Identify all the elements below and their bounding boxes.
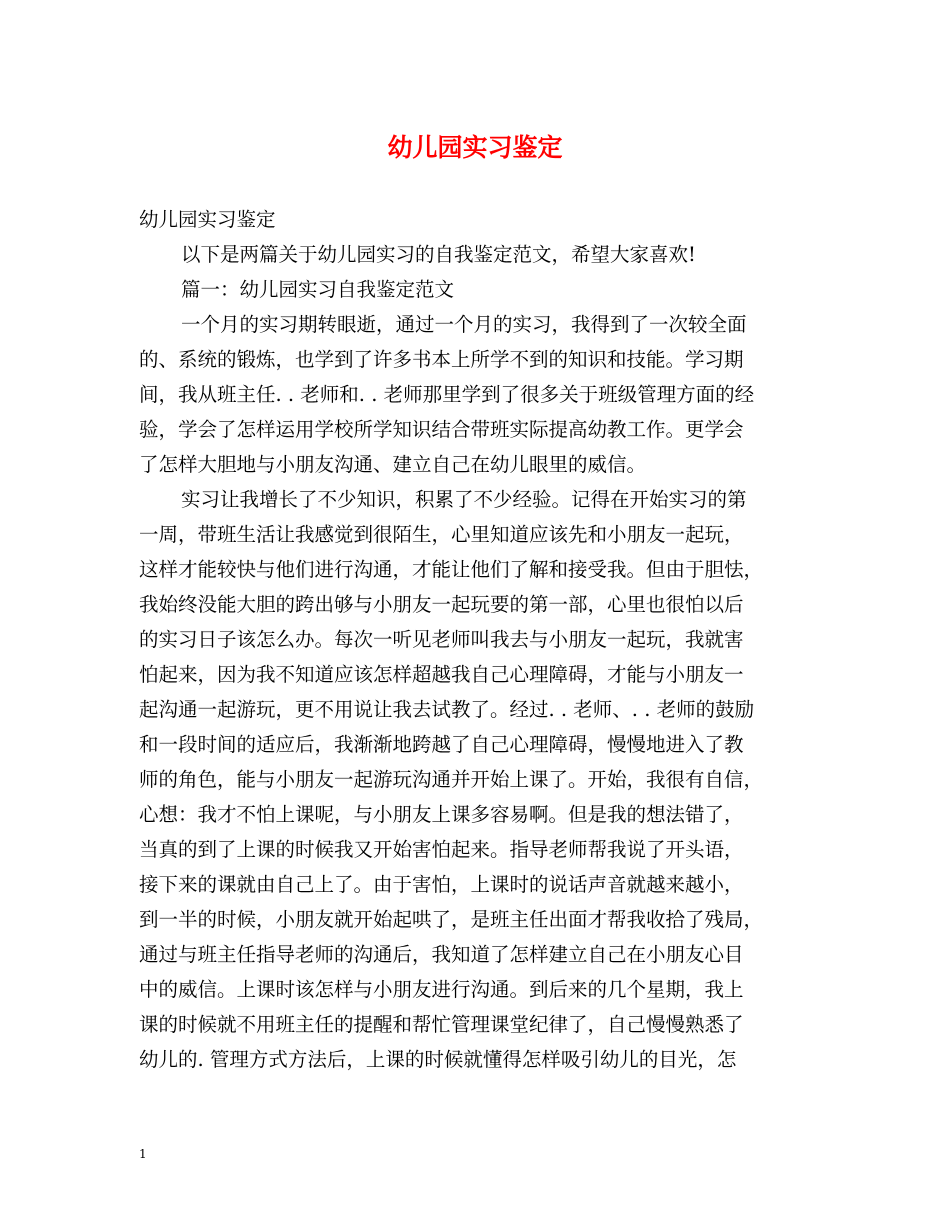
document-body (139, 202, 819, 1077)
body-line: 间，我从班主任. . 老师和. . 老师那里学到了很多关于班级管理方面的经 (139, 383, 755, 406)
body-line: 接下来的课就由自己上了。由于害怕，上课时的说话声音就越来越小， (139, 873, 744, 896)
body-line: 心想：我才不怕上课呢，与小朋友上课多容易啊。但是我的想法错了， (139, 803, 744, 826)
body-line: 一周，带班生活让我感觉到很陌生，心里知道应该先和小朋友一起玩， (139, 523, 744, 546)
body-line: 到一半的时候，小朋友就开始起哄了，是班主任出面才帮我收拾了残局， (139, 908, 764, 931)
body-line: 验，学会了怎样运用学校所学知识结合带班实际提高幼教工作。更学会 (139, 418, 744, 441)
document-title: 幼儿园实习鉴定 (387, 133, 563, 162)
body-line: 了怎样大胆地与小朋友沟通、建立自己在幼儿眼里的威信。 (139, 453, 647, 476)
body-line: 通过与班主任指导老师的沟通后，我知道了怎样建立自己在小朋友心目 (139, 943, 744, 966)
body-line: 我始终没能大胆的跨出够与小朋友一起玩要的第一部，心里也很怕以后 (139, 593, 744, 616)
body-line: 师的角色，能与小朋友一起游玩沟通并开始上课了。开始，我很有自信， (139, 768, 764, 791)
body-line-heading: 幼儿园实习鉴定 (139, 208, 276, 231)
body-line: 一个月的实习期转眼逝，通过一个月的实习，我得到了一次较全面 (181, 313, 747, 336)
body-line: 幼儿的. 管理方式方法后，上课的时候就懂得怎样吸引幼儿的目光，怎 (139, 1048, 737, 1071)
body-line: 中的威信。上课时该怎样与小朋友进行沟通。到后来的几个星期，我上 (139, 978, 744, 1001)
body-line: 这样才能较快与他们进行沟通，才能让他们了解和接受我。但由于胆怯， (139, 558, 764, 581)
body-line: 的实习日子该怎么办。每次一听见老师叫我去与小朋友一起玩，我就害 (139, 628, 744, 651)
body-line: 起沟通一起游玩，更不用说让我去试教了。经过. . 老师、. . 老师的鼓励 (139, 698, 755, 721)
body-line: 当真的到了上课的时候我又开始害怕起来。指导老师帮我说了开头语， (139, 838, 744, 861)
body-line-intro: 以下是两篇关于幼儿园实习的自我鉴定范文，希望大家喜欢! (181, 243, 696, 266)
body-line: 课的时候就不用班主任的提醒和帮忙管理课堂纪律了，自己慢慢熟悉了 (139, 1013, 744, 1036)
body-line: 实习让我增长了不少知识，积累了不少经验。记得在开始实习的第 (181, 488, 747, 511)
page-number: 1 (139, 1147, 147, 1161)
body-line: 和一段时间的适应后，我渐渐地跨越了自己心理障碍，慢慢地进入了教 (139, 733, 744, 756)
body-line-section-title: 篇一：幼儿园实习自我鉴定范文 (181, 278, 455, 301)
body-line: 怕起来，因为我不知道应该怎样超越我自己心理障碍，才能与小朋友一 (139, 663, 744, 686)
body-line: 的、系统的锻炼，也学到了许多书本上所学不到的知识和技能。学习期 (139, 348, 744, 371)
